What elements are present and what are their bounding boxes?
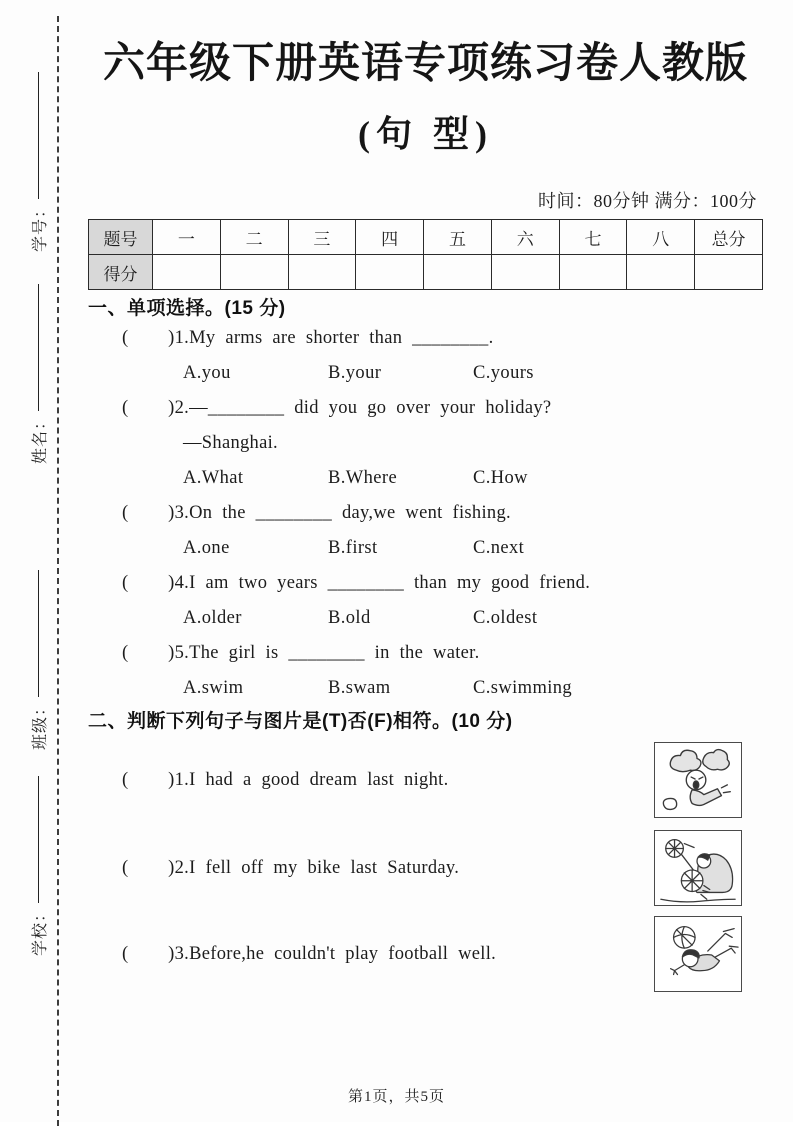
option-a: A.older — [183, 608, 242, 628]
score-cell — [424, 255, 492, 290]
bad-dream-picture — [654, 742, 742, 818]
question-1-text: ( )1.My arms are shorter than ________. — [122, 328, 494, 348]
option-c: C.How — [473, 468, 528, 488]
score-cell — [288, 255, 356, 290]
student-number-label: 学号： — [31, 200, 49, 252]
score-cell — [627, 255, 695, 290]
score-cell — [559, 255, 627, 290]
column-three: 三 — [288, 220, 356, 255]
play-ball-illustration — [655, 917, 741, 991]
student-number-field — [25, 72, 51, 252]
student-name-field — [25, 284, 51, 464]
paper-title: 六年级下册英语专项练习卷人教版 — [102, 41, 748, 87]
play-ball-picture — [654, 916, 742, 992]
option-c: C.swimming — [473, 678, 573, 698]
score-table-header-row — [89, 220, 763, 255]
page-number: 第1页，共5页 — [347, 1089, 445, 1105]
question-1-options — [183, 356, 763, 391]
question-5-text: ( )5.The girl is ________ in the water. — [122, 643, 480, 663]
option-c: C.next — [473, 538, 525, 558]
column-two: 二 — [220, 220, 288, 255]
bad-dream-illustration — [655, 743, 741, 817]
tf-question-3-row — [88, 916, 763, 992]
column-total: 总分 — [695, 220, 763, 255]
score-cell — [220, 255, 288, 290]
question-3-text: ( )3.On the ________ day,we went fishing. — [122, 503, 511, 523]
question-1 — [122, 321, 763, 356]
question-2 — [122, 391, 763, 426]
class-label: 班级： — [31, 698, 49, 750]
student-number-blank-line — [38, 72, 39, 199]
question-5-options — [183, 671, 763, 706]
option-c: C.yours — [473, 363, 534, 383]
question-2-text: ( )2.—________ did you go over your holiday? — [122, 398, 552, 418]
score-header: 得分 — [89, 255, 153, 290]
column-six: 六 — [491, 220, 559, 255]
option-b: B.Where — [328, 468, 398, 488]
question-5 — [122, 636, 763, 671]
tf-question-1-row — [88, 742, 763, 818]
option-c: C.oldest — [473, 608, 538, 628]
class-blank-line — [38, 570, 39, 697]
option-b: B.first — [328, 538, 378, 558]
option-b: B.swam — [328, 678, 391, 698]
paper-subtitle: (句 型) — [358, 114, 493, 154]
score-cell — [695, 255, 763, 290]
option-b: B.your — [328, 363, 382, 383]
school-blank-line — [38, 776, 39, 903]
question-4 — [122, 566, 763, 601]
question-2-answer-line — [183, 426, 763, 461]
section-one-heading: 一、单项选择。(15 分) — [88, 298, 286, 319]
option-a: A.you — [183, 363, 231, 383]
question-3-options — [183, 531, 763, 566]
tf-question-1-text: ( )1.I had a good dream last night. — [122, 769, 449, 790]
question-3 — [122, 496, 763, 531]
school-field — [25, 776, 51, 956]
column-one: 一 — [153, 220, 221, 255]
score-cell — [491, 255, 559, 290]
score-cell — [153, 255, 221, 290]
school-label: 学校： — [31, 904, 49, 956]
question-4-options — [183, 601, 763, 636]
score-cell — [356, 255, 424, 290]
question-number-header: 题号 — [89, 220, 153, 255]
paper-content — [88, 0, 763, 992]
seal-dashed-line — [57, 16, 59, 1126]
tf-question-2-text: ( )2.I fell off my bike last Saturday. — [122, 857, 460, 878]
option-a: A.What — [183, 468, 244, 488]
question-2-options — [183, 461, 763, 496]
question-2-reply-text: —Shanghai. — [183, 433, 278, 453]
tf-question-3-text: ( )3.Before,he couldn't play football well. — [122, 943, 497, 964]
column-eight: 八 — [627, 220, 695, 255]
section-two-heading: 二、判断下列句子与图片是(T)否(F)相符。(10 分) — [88, 711, 513, 732]
fell-off-bike-illustration — [655, 831, 741, 905]
question-4-text: ( )4.I am two years ________ than my good friend. — [122, 573, 591, 593]
student-name-label: 姓名： — [31, 412, 49, 464]
column-five: 五 — [424, 220, 492, 255]
time-score-info: 时间：80分钟 满分：100分 — [538, 191, 757, 211]
option-a: A.one — [183, 538, 230, 558]
fell-off-bike-picture — [654, 830, 742, 906]
class-field — [25, 570, 51, 750]
option-a: A.swim — [183, 678, 244, 698]
column-seven: 七 — [559, 220, 627, 255]
column-four: 四 — [356, 220, 424, 255]
option-b: B.old — [328, 608, 371, 628]
score-table — [88, 219, 763, 290]
tf-question-2-row — [88, 830, 763, 906]
score-table-score-row — [89, 255, 763, 290]
student-name-blank-line — [38, 284, 39, 411]
